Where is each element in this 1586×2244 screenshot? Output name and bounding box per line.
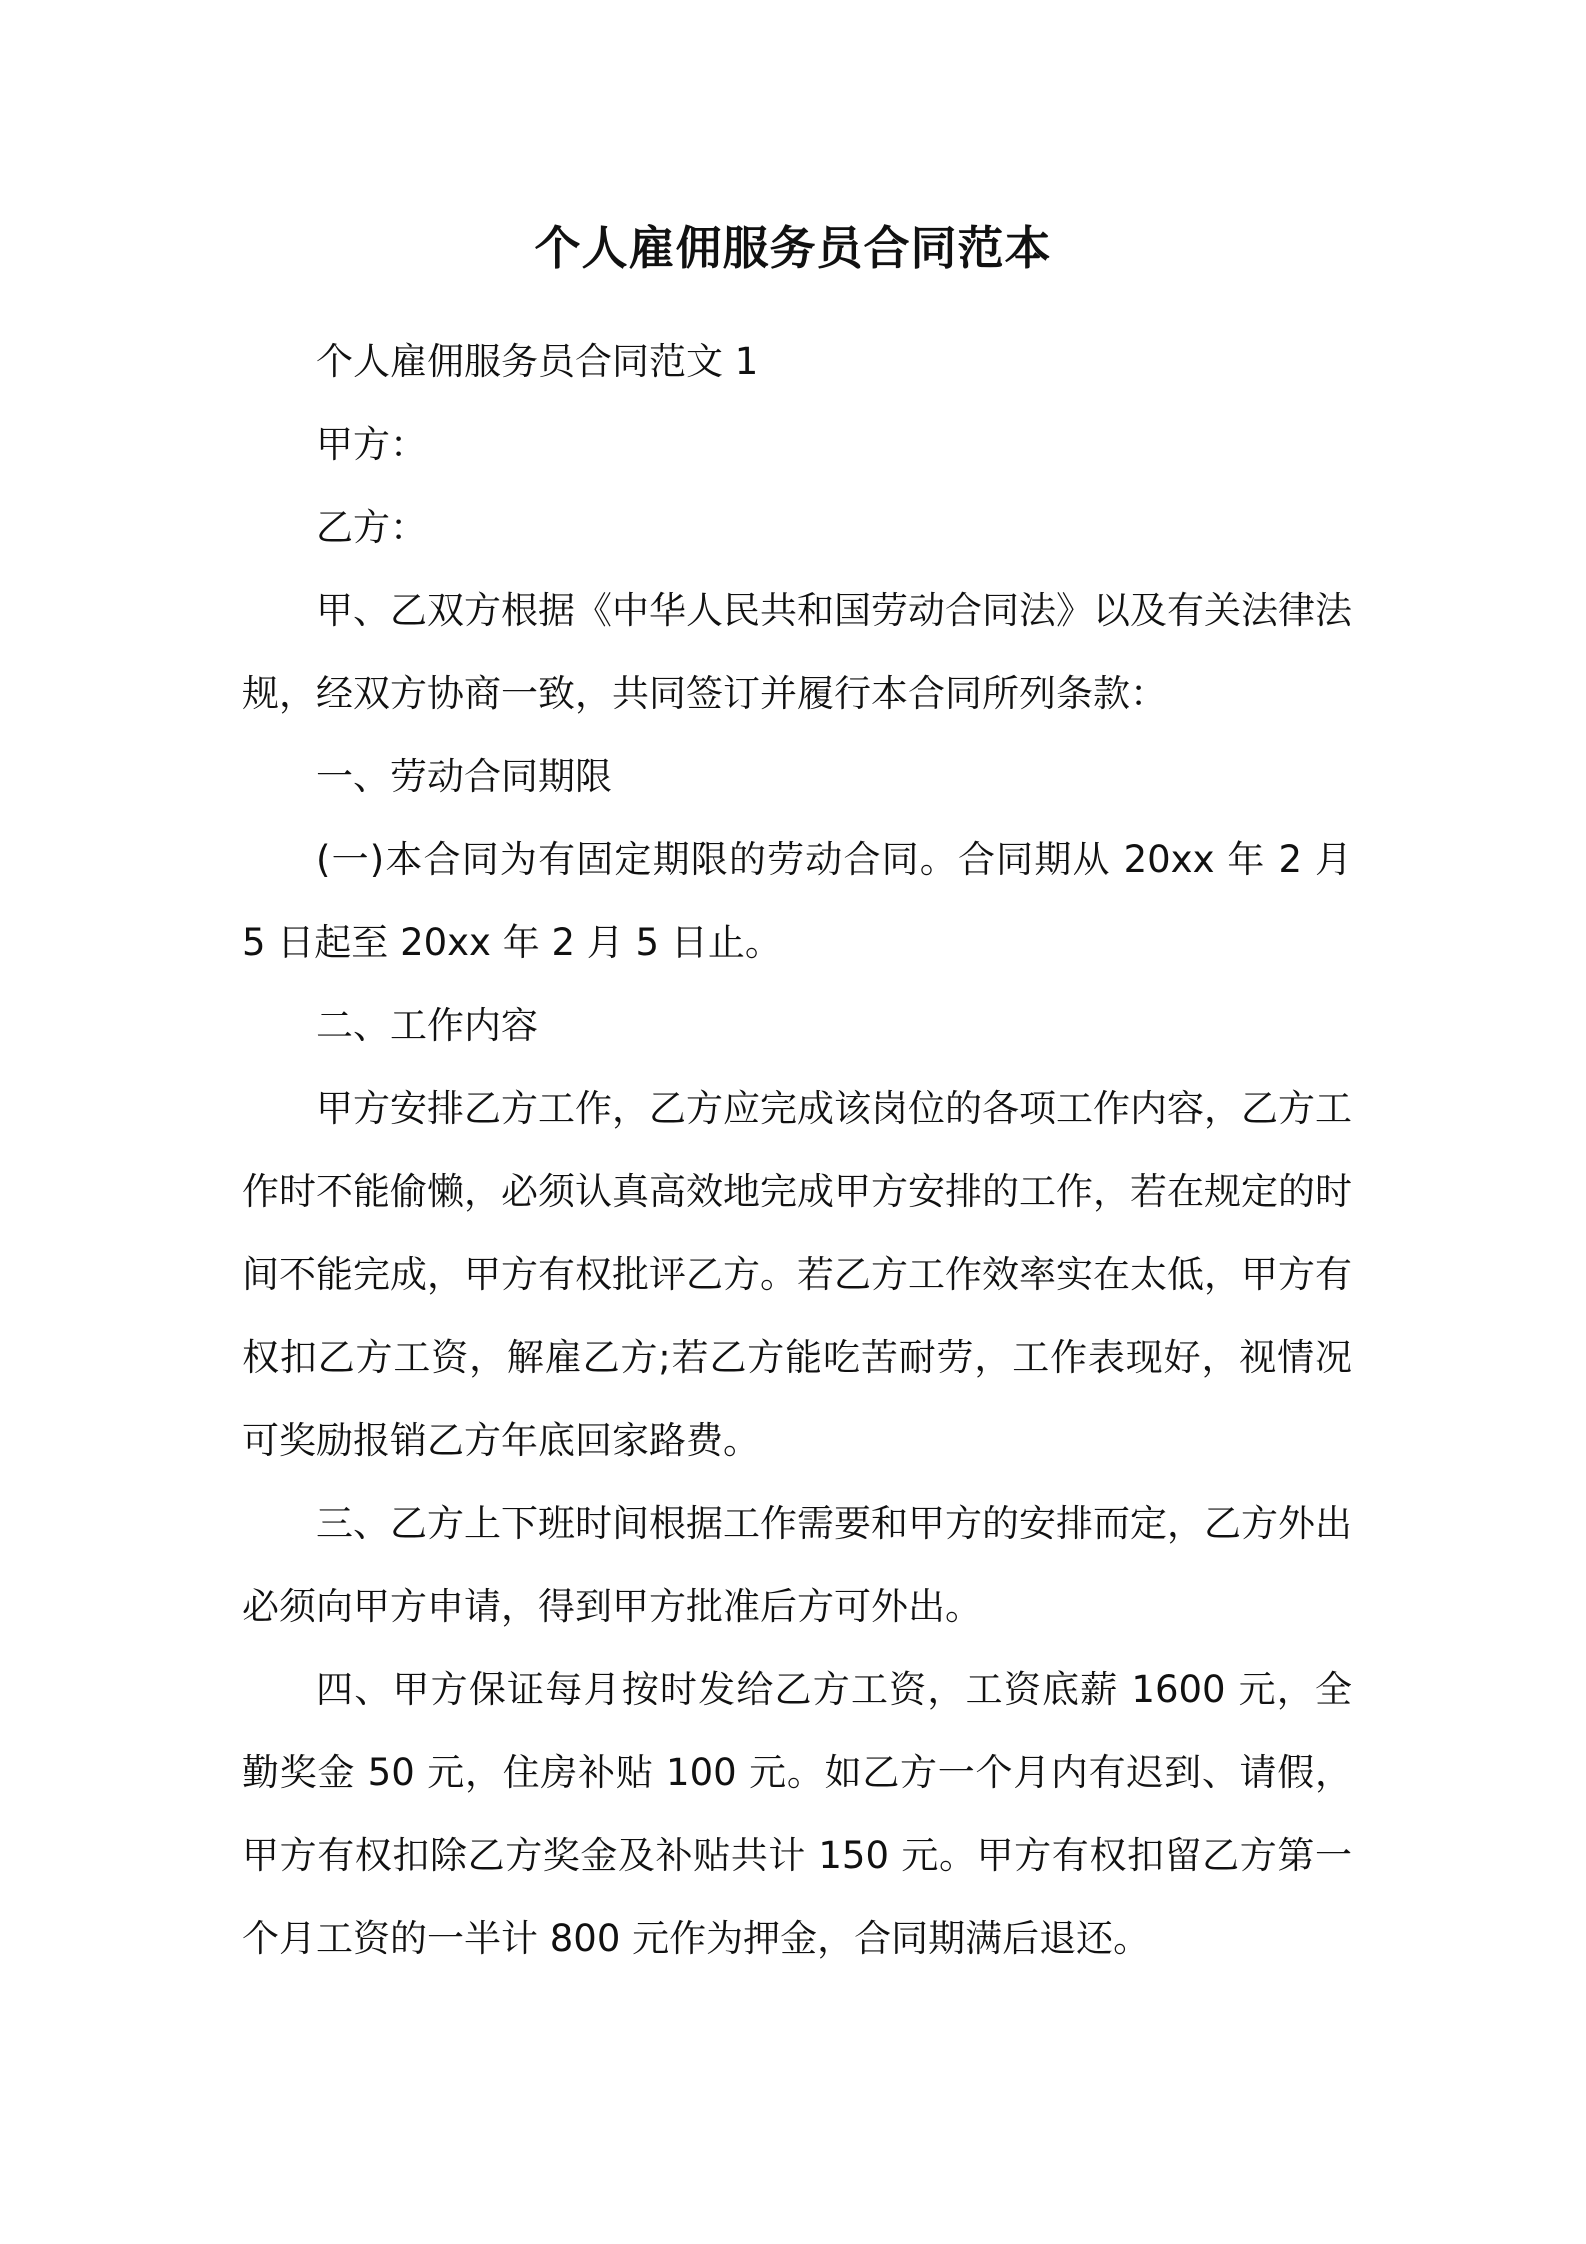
section-heading-work: 二、工作内容 [316, 1004, 538, 1047]
paragraph-subtitle: 个人雇佣服务员合同范文 1 [316, 340, 759, 383]
paragraph-term: (一)本合同为有固定期限的劳动合同。合同期从 20xx 年 2 月 5 日起至 20xx 年 2 月 5 日止。 [242, 838, 1352, 964]
paragraph-party-a: 甲方： [316, 423, 427, 466]
paragraph-party-b: 乙方： [316, 506, 427, 549]
section-heading-term: 一、劳动合同期限 [316, 755, 612, 798]
document-body [242, 320, 1352, 1980]
paragraph-work: 甲方安排乙方工作，乙方应完成该岗位的各项工作内容，乙方工作时不能偷懒，必须认真高效地完成甲方安排的工作，若在规定的时间不能完成，甲方有权批评乙方。若乙方工作效率实在太低，甲方有权扣乙方工资，解雇乙方;若乙方能吃苦耐劳，工作表现好，视情况可奖励报销乙方年底回家路费。 [242, 1087, 1352, 1462]
paragraph-preamble: 甲、乙双方根据《中华人民共和国劳动合同法》以及有关法律法规，经双方协商一致，共同签订并履行本合同所列条款： [242, 589, 1352, 715]
paragraph-wages: 四、甲方保证每月按时发给乙方工资，工资底薪 1600 元，全勤奖金 50 元，住房补贴 100 元。如乙方一个月内有迟到、请假，甲方有权扣除乙方奖金及补贴共计 150 元。甲方有权扣留乙方第一个月工资的一半计 800 元作为押金，合同期满后退还。 [242, 1668, 1352, 1960]
document-title: 个人雇佣服务员合同范本 [534, 221, 1052, 275]
paragraph-hours: 三、乙方上下班时间根据工作需要和甲方的安排而定，乙方外出必须向甲方申请，得到甲方批准后方可外出。 [242, 1502, 1352, 1628]
